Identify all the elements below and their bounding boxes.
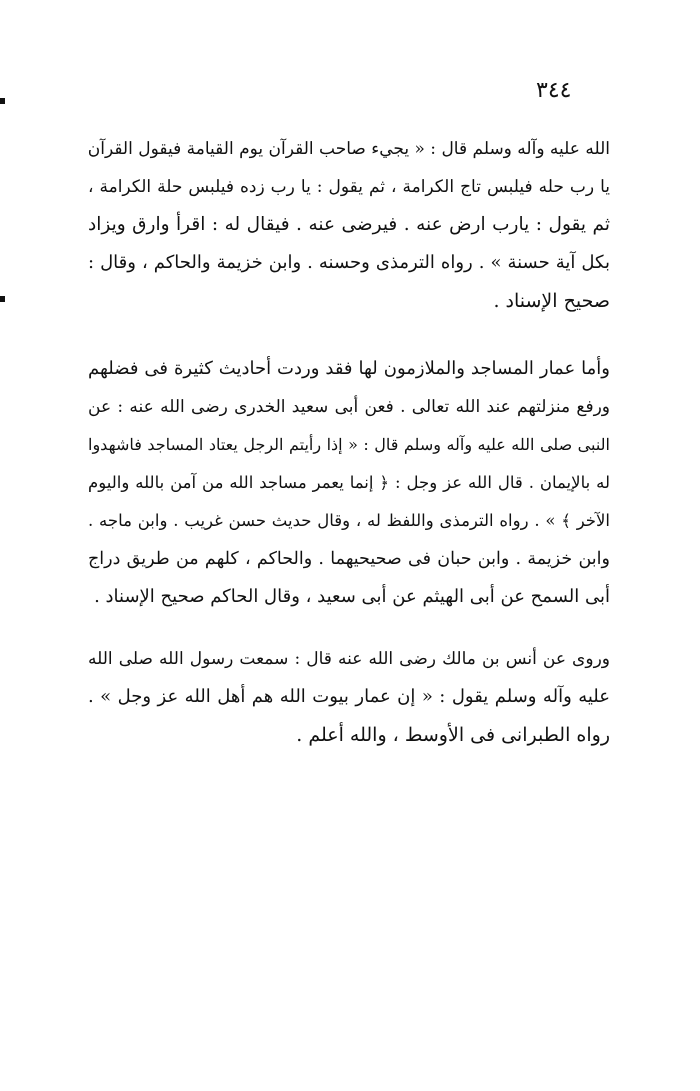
paragraph-3 <box>88 640 610 754</box>
text-line: ثم يقول : يارب ارض عنه . فيرضى عنه . فيقال له : اقرأ وارق ويزاد <box>88 214 610 235</box>
page-edge-mark <box>0 98 5 104</box>
text-line: له بالإيمان . قال الله عز وجل : ﴿ إنما يعمر مساجد الله من آمن بالله واليوم <box>88 473 610 492</box>
paragraph-2 <box>88 350 610 616</box>
text-line: رواه الطبرانى فى الأوسط ، والله أعلم . <box>296 724 610 746</box>
text-line: الآخر ﴾ » . رواه الترمذى واللفظ له ، وقال حديث حسن غريب . وابن ماجه . <box>88 511 610 530</box>
text-line: أبى السمح عن أبى الهيثم عن أبى سعيد ، وقال الحاكم صحيح الإسناد . <box>94 586 610 607</box>
text-line: عليه وآله وسلم يقول : « إن عمار بيوت الله هم أهل الله عز وجل » . <box>88 686 610 707</box>
text-line: ورفع منزلتهم عند الله تعالى . فعن أبى سعيد الخدرى رضى الله عنه : عن <box>88 397 610 417</box>
text-line: النبى صلى الله عليه وآله وسلم قال : « إذا رأيتم الرجل يعتاد المساجد فاشهدوا <box>88 435 610 454</box>
text-line: وأما عمار المساجد والملازمون لها فقد وردت أحاديث كثيرة فى فضلهم <box>88 358 610 379</box>
text-line: يا رب حله فيلبس تاج الكرامة ، ثم يقول : يا رب زده فيلبس حلة الكرامة ، <box>88 177 610 197</box>
page-edge-mark <box>0 296 5 302</box>
text-line: وابن خزيمة . وابن حبان فى صحيحيهما . والحاكم ، كلهم من طريق دراج <box>88 549 610 569</box>
text-line: بكل آية حسنة » . رواه الترمذى وحسنه . وابن خزيمة والحاكم ، وقال : <box>88 252 610 273</box>
paragraph-1 <box>88 130 610 320</box>
page-number: ٣٤٤ <box>536 78 572 103</box>
text-line: صحيح الإسناد . <box>493 290 610 312</box>
text-line: وروى عن أنس بن مالك رضى الله عنه قال : سمعت رسول الله صلى الله <box>88 649 610 669</box>
text-line: الله عليه وآله وسلم قال : « يجيء صاحب القرآن يوم القيامة فيقول القرآن <box>88 139 610 159</box>
